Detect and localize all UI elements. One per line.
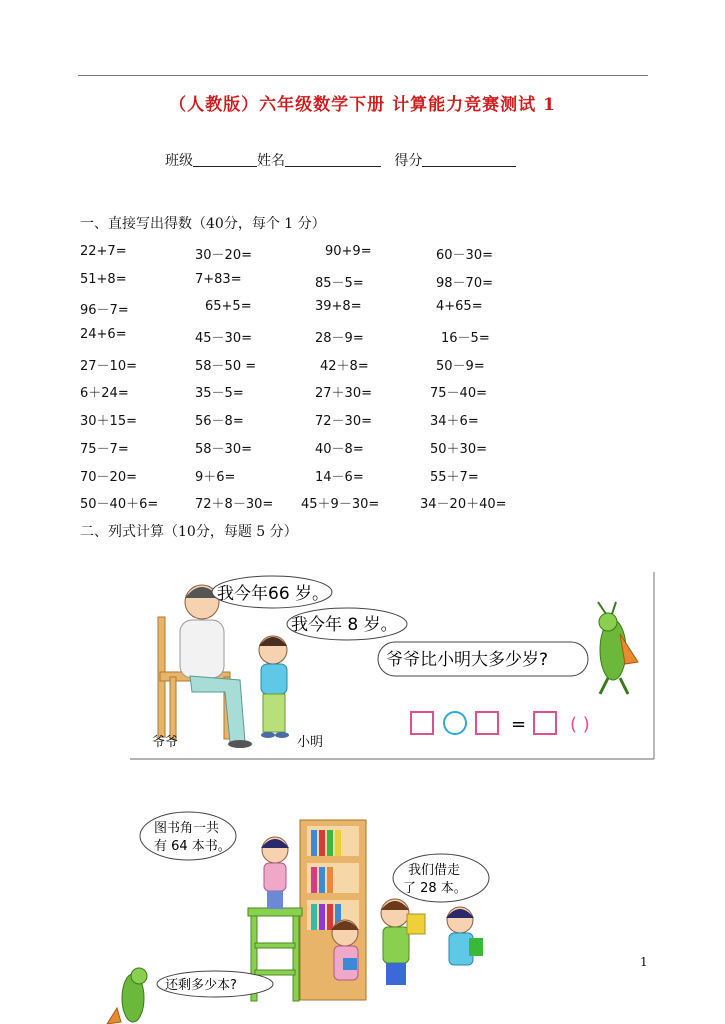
grasshopper-icon-2 [107,968,147,1024]
problem-item: 70－20= [80,469,137,485]
header-rule [78,75,648,76]
girl-with-tablet-icon [331,920,359,980]
operator-circle [444,712,466,734]
problem-item: 50－9= [436,358,485,374]
problem-item: 16－5= [441,331,490,347]
problem-item: 14－6= [315,469,364,485]
class-label: 班级 [165,153,193,169]
score-label: 得分 [394,153,423,169]
problem-item: 40－8= [315,441,364,457]
boy-speech: 我今年 8 岁。 [291,615,398,635]
problem-item: 28－9= [315,331,364,347]
question-speech: 爷爷比小明大多少岁? [386,650,549,670]
problem-item: 34＋6= [430,414,479,430]
answer-box-1 [411,712,433,734]
grandpa-label: 爷爷 [152,735,179,750]
problem-item: 9＋6= [195,469,236,485]
student-info-line [165,150,516,170]
problem-item: 72＋8－30= [195,497,274,513]
answer-box-2 [476,712,498,734]
class-blank [193,152,257,167]
problem-item: 85－5= [315,275,364,291]
problem-item: 50－40＋6= [80,497,159,513]
word-problem-illustration-2 [105,808,505,1024]
problem-item: 75－40= [430,386,487,402]
remaining-speech: 还剩多少本? [165,978,237,993]
boy-with-book-icon [381,899,425,985]
problem-item: 90+9= [325,244,372,259]
problem-item: 58－30= [195,441,252,457]
books-speech-line2: 有 64 本书。 [154,839,231,854]
grandpa-speech: 我今年66 岁。 [217,584,330,604]
problem-item: 27－10= [80,358,137,374]
problem-item: 65+5= [205,299,252,315]
section1-heading: 一、直接写出得数（40分，每个 1 分） [80,216,326,232]
name-label: 姓名 [257,153,285,169]
answer-box-3 [534,712,556,734]
girl-with-books-icon [446,907,483,965]
borrowed-speech-line1: 我们借走 [408,863,461,878]
problem-item: 39+8= [315,299,362,315]
equals-sign: = [511,714,527,735]
problem-item: 24+6= [80,327,127,343]
problem-item: 75－7= [80,441,129,457]
problem-item: 42＋8= [320,358,369,374]
girl-on-stool-icon [261,837,289,909]
problem-item: 22+7= [80,244,127,259]
unit-paren: ( ) [570,714,590,735]
problem-item: 30－20= [195,248,252,263]
grasshopper-icon [598,602,638,694]
score-blank [422,152,516,167]
problem-item: 60－30= [436,248,493,263]
problem-item: 58－50 = [195,358,257,374]
grandpa-figure-icon [180,585,252,748]
problem-item: 45－30= [195,331,252,347]
books-speech-line1: 图书角一共 [154,821,220,836]
page-title: （人教版）六年级数学下册 计算能力竞赛测试 1 [169,95,556,115]
borrowed-speech-line2: 了 28 本。 [403,881,467,896]
page-number: 1 [640,955,648,969]
problem-item: 7+83= [195,271,242,287]
problem-item: 51+8= [80,271,127,287]
problem-item: 30＋15= [80,414,137,430]
problem-item: 35－5= [195,386,244,402]
section2-heading: 二、列式计算（10分，每题 5 分） [80,524,298,540]
problem-item: 4+65= [436,299,483,315]
word-problem-illustration-1 [130,572,655,760]
problem-item: 50＋30= [430,441,487,457]
boy-figure-icon [259,636,289,738]
problem-item: 45＋9－30= [301,497,380,513]
boy-label: 小明 [297,735,324,750]
problem-item: 55＋7= [430,469,479,485]
problem-item: 72－30= [315,414,372,430]
problem-item: 98－70= [436,275,493,291]
problem-item: 56－8= [195,414,244,430]
problem-item: 27＋30= [315,386,372,402]
problem-item: 96－7= [80,303,129,319]
problem-item: 34－20＋40= [420,497,507,513]
name-blank [285,152,381,167]
problem-item: 6＋24= [80,386,129,402]
